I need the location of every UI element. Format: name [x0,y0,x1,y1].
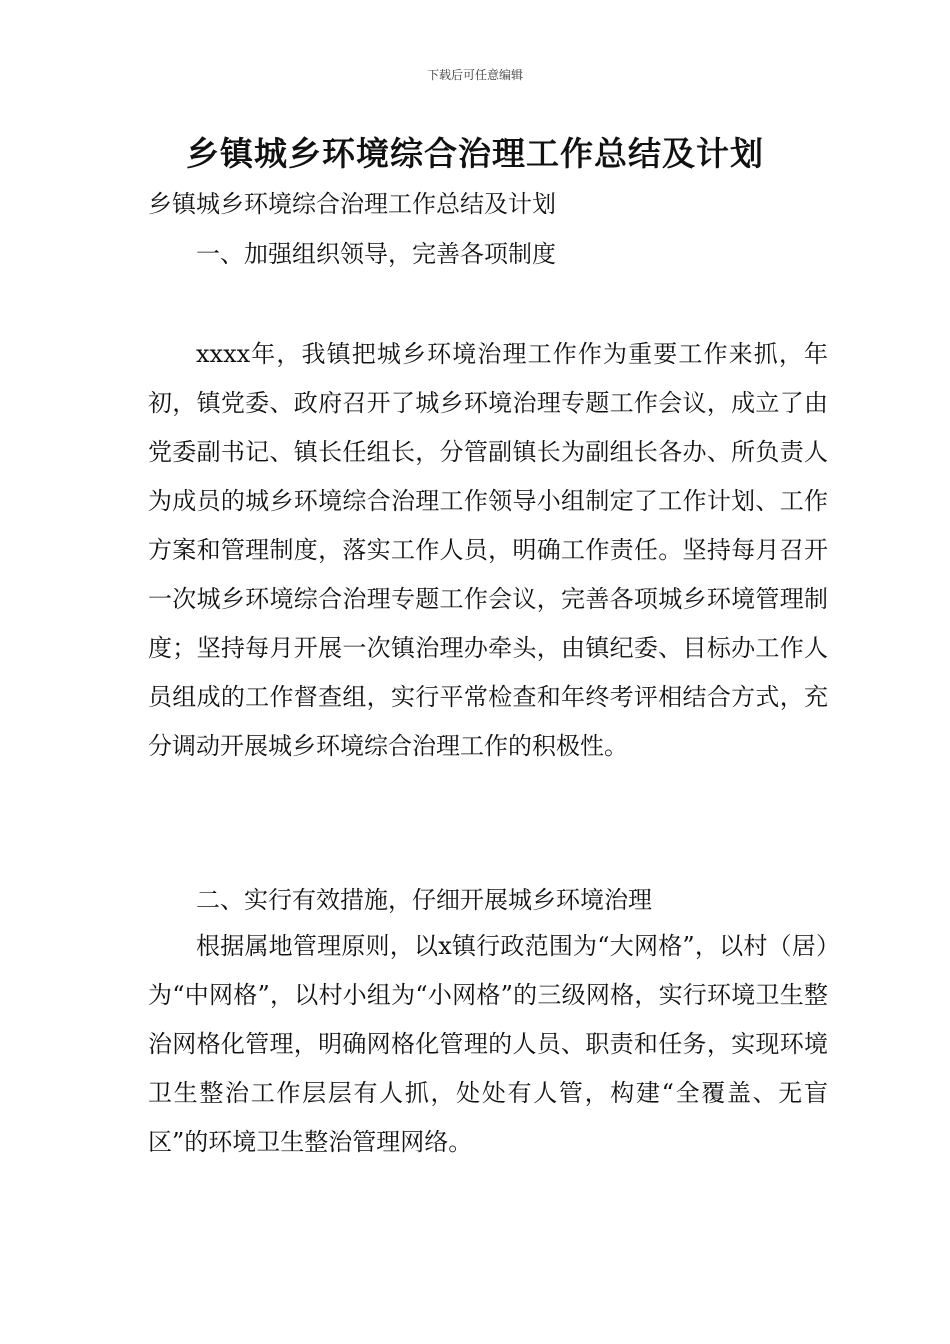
document-subtitle: 乡镇城乡环境综合治理工作总结及计划 [148,190,556,218]
section-heading-2: 二、实行有效措施，仔细开展城乡环境治理 [196,886,652,914]
section-heading-1: 一、加强组织领导，完善各项制度 [196,240,556,268]
section-body-1: xxxx年，我镇把城乡环境治理工作作为重要工作来抓，年初，镇党委、政府召开了城乡环境治理专题工作会议，成立了由党委副书记、镇长任组长，分管副镇长为副组长各办、所负责人为成员的城乡环境综合治理工作领导小组制定了工作计划、工作方案和管理制度，落实工作人员，明确工作责任。坚持每月召开一次城乡环境综合治理专题工作会议，完善各项城乡环境管理制度；坚持每月开展一次镇治理办牵头，由镇纪委、目标办工作人员组成的工作督查组，实行平常检查和年终考评相结合方式，充分调动开展城乡环境综合治理工作的积极性。 [148,340,828,760]
page-header-note: 下载后可任意编辑 [426,68,523,82]
section-body-2: 根据属地管理原则，以x镇行政范围为“大网格”，以村（居）为“中网格”，以村小组为“小网格”的三级网格，实行环境卫生整治网格化管理，明确网格化管理的人员、职责和任务，实现环境卫生整治工作层层有人抓，处处有人管，构建“全覆盖、无盲区”的环境卫生整治管理网络。 [148,932,828,1156]
document-title: 乡镇城乡环境综合治理工作总结及计划 [186,134,764,173]
